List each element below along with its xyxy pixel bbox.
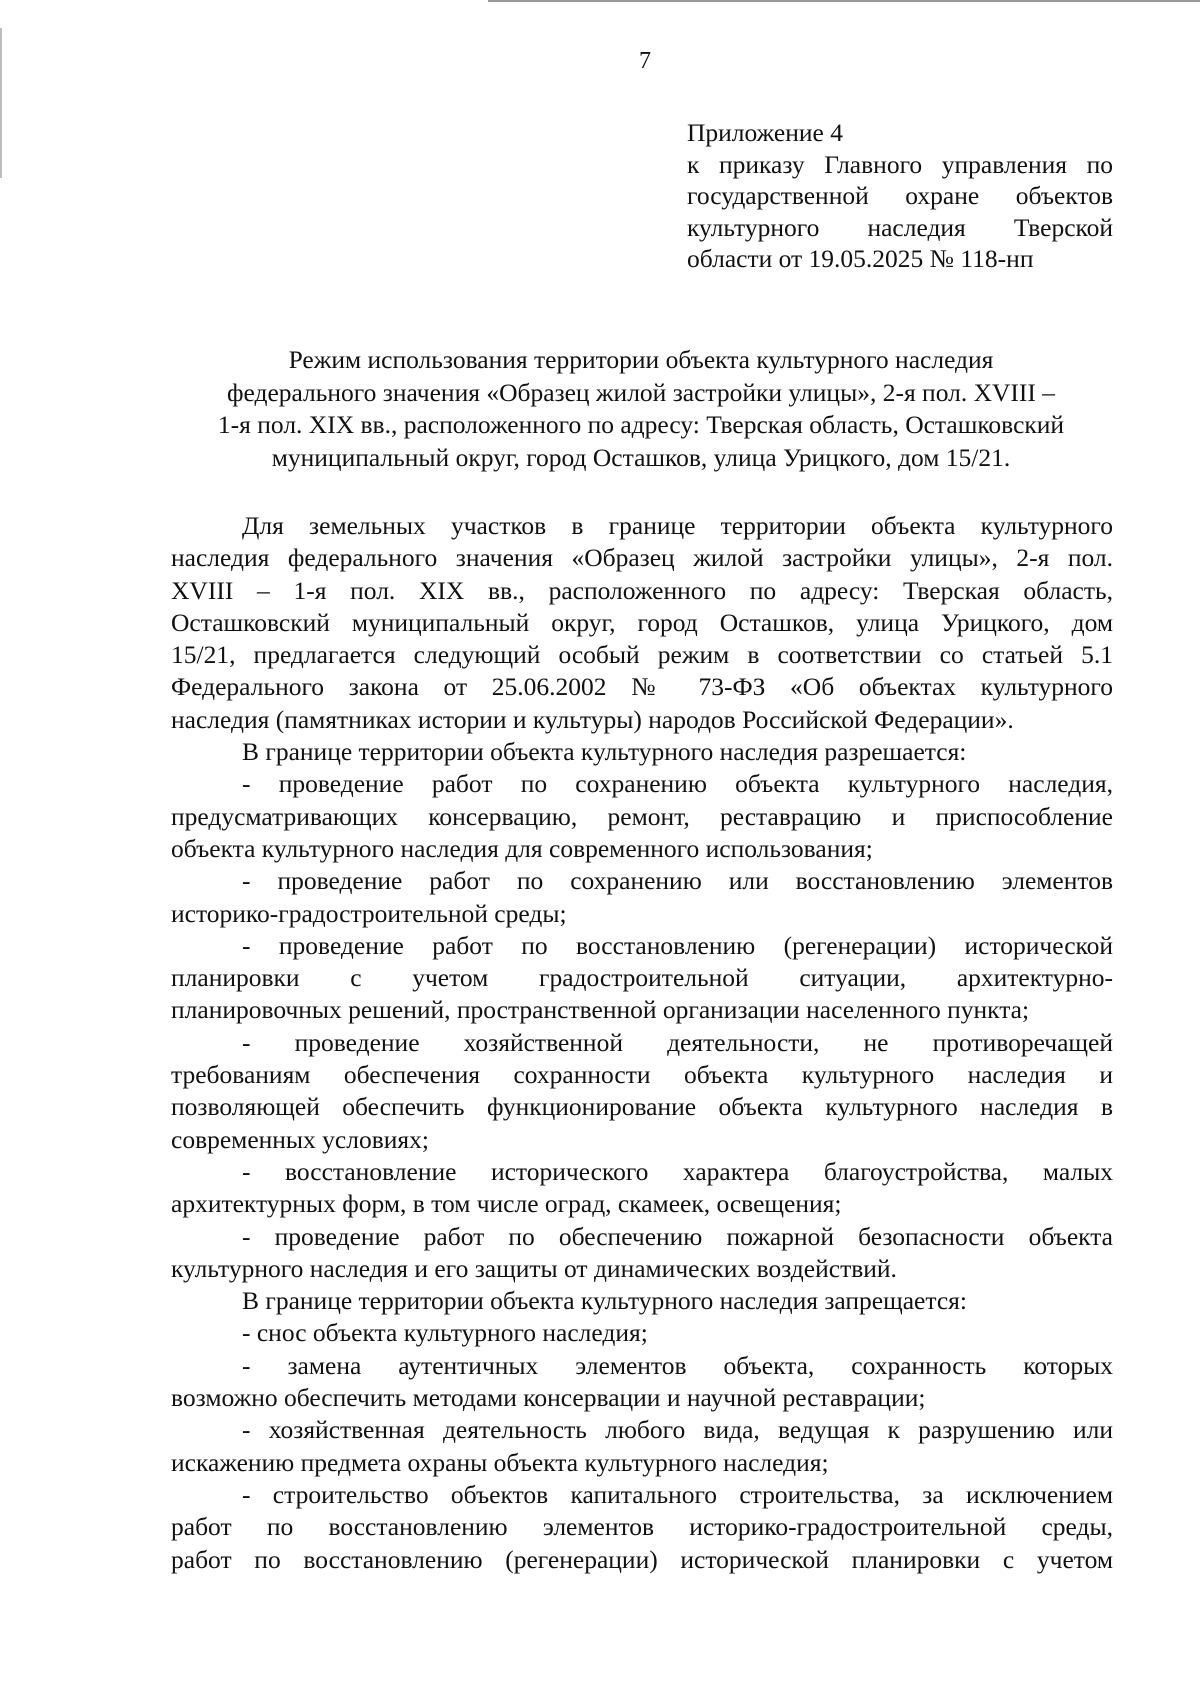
- body-line: планировочных решений, пространственной организации населенного пункта;: [171, 995, 1030, 1025]
- body-line: требованиям обеспечения сохранности объекта культурного наследия и: [171, 1060, 1113, 1090]
- body-line: В границе территории объекта культурного наследия разрешается:: [242, 737, 967, 767]
- body-line: наследия (памятниках истории и культуры) народов Российской Федерации».: [171, 704, 1014, 734]
- title-line: федерального значения «Образец жилой застройки улицы», 2-я пол. XVIII –: [226, 377, 1056, 407]
- body-line: Для земельных участков в границе территории объекта культурного: [242, 511, 1113, 540]
- body-line: - снос объекта культурного наследия;: [242, 1318, 648, 1348]
- body-line: историко-градостроительной среды;: [171, 898, 567, 928]
- body-line: - восстановление исторического характера благоустройства, малых: [242, 1156, 1113, 1186]
- appendix-line: области от 19.05.2025 № 118-нп: [687, 244, 1034, 273]
- title-line: 1-я пол. XIX вв., расположенного по адресу: Тверская область, Осташковский: [217, 410, 1065, 439]
- body-line: наследия федерального значения «Образец жилой застройки улицы», 2-я пол.: [171, 543, 1113, 573]
- body-line: - проведение работ по сохранению объекта культурного наследия,: [242, 769, 1113, 799]
- body-line: предусматривающих консервацию, ремонт, реставрацию и приспособление: [171, 801, 1113, 831]
- page-number: 7: [639, 48, 651, 74]
- body-line: работ по восстановлению (регенерации) исторической планировки с учетом: [171, 1544, 1113, 1574]
- body-line: работ по восстановлению элементов историко-градостроительной среды,: [171, 1512, 1113, 1542]
- appendix-block: [687, 117, 1113, 275]
- body-line: 15/21, предлагается следующий особый режим в соответствии со статьей 5.1: [171, 640, 1113, 670]
- document-body: [171, 510, 1113, 1576]
- body-line: - проведение работ по восстановлению (регенерации) исторической: [242, 930, 1113, 960]
- body-line: объекта культурного наследия для современного использования;: [171, 833, 873, 863]
- body-line: - проведение работ по сохранению или восстановлению элементов: [242, 866, 1113, 896]
- body-line: - проведение хозяйственной деятельности, не противоречащей: [242, 1027, 1113, 1057]
- appendix-line: культурного наследия Тверской: [687, 212, 1113, 242]
- title-line: Режим использования территории объекта культурного наследия: [288, 345, 994, 374]
- scan-edge-line: [488, 0, 1200, 2]
- body-line: планировки с учетом градостроительной ситуации, архитектурно-: [171, 963, 1113, 993]
- body-line: позволяющей обеспечить функционирование объекта культурного наследия в: [171, 1092, 1113, 1122]
- body-line: Федерального закона от 25.06.2002 № 73-ФЗ «Об объектах культурного: [171, 672, 1113, 702]
- body-line: искажению предмета охраны объекта культурного наследия;: [171, 1447, 829, 1477]
- body-line: культурного наследия и его защиты от динамических воздействий.: [171, 1253, 897, 1283]
- body-line: архитектурных форм, в том числе оград, скамеек, освещения;: [171, 1189, 842, 1219]
- body-line: - хозяйственная деятельность любого вида, ведущая к разрушению или: [242, 1415, 1113, 1445]
- appendix-line: Приложение 4: [687, 118, 843, 147]
- body-line: возможно обеспечить методами консервации и научной реставрации;: [171, 1383, 926, 1413]
- body-line: В границе территории объекта культурного наследия запрещается:: [242, 1286, 967, 1316]
- appendix-line: государственной охране объектов: [687, 181, 1113, 210]
- title-line: муниципальный округ, город Осташков, улица Урицкого, дом 15/21.: [271, 442, 1011, 472]
- body-line: XVIII – 1-я пол. XIX вв., расположенного по адресу: Тверская область,: [171, 575, 1113, 605]
- body-line: современных условиях;: [171, 1124, 429, 1154]
- document-title: [168, 344, 1114, 474]
- body-line: - замена аутентичных элементов объекта, сохранность которых: [242, 1350, 1113, 1380]
- body-line: Осташковский муниципальный округ, город Осташков, улица Урицкого, дом: [171, 607, 1113, 637]
- body-line: - строительство объектов капитального строительства, за исключением: [242, 1479, 1113, 1509]
- body-line: - проведение работ по обеспечению пожарной безопасности объекта: [242, 1221, 1113, 1251]
- appendix-line: к приказу Главного управления по: [687, 149, 1113, 179]
